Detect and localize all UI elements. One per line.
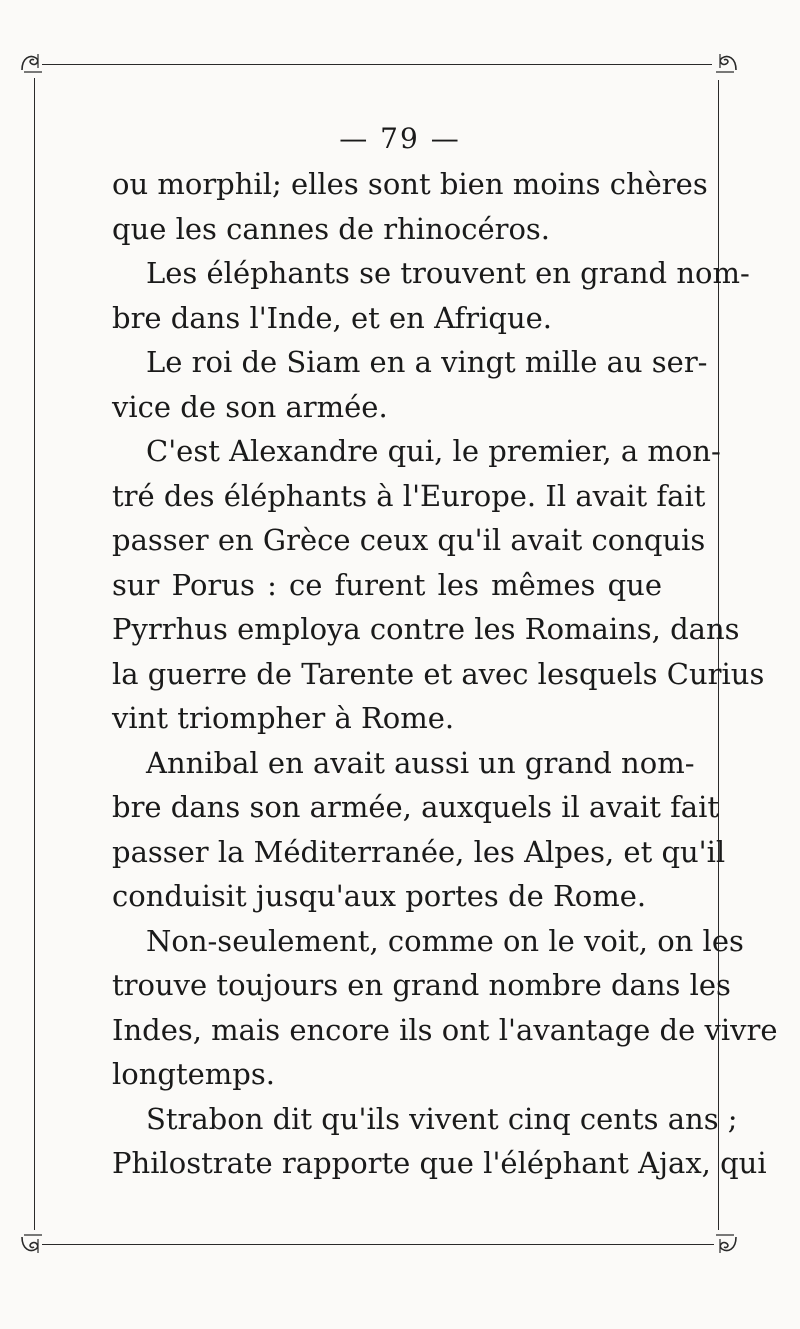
- text-line: Non-seulement, comme on le voit, on les: [146, 923, 744, 958]
- text-line: vint triompher à Rome.: [112, 701, 455, 735]
- text-line: C'est Alexandre qui, le premier, a mon-: [146, 434, 721, 468]
- text-line: tré des éléphants à l'Europe. Il avait fait: [112, 478, 706, 513]
- text-line: trouve toujours en grand nombre dans les: [112, 968, 731, 1002]
- text-line: Indes, mais encore ils ont l'avantage de vivre: [112, 1012, 778, 1047]
- text-line: conduisit jusqu'aux portes de Rome.: [112, 879, 647, 913]
- text-line: sur Porus : ce furent les mêmes que: [112, 567, 662, 602]
- left-rule: [34, 78, 35, 1230]
- text-line: la guerre de Tarente et avec lesquels Curius: [112, 656, 765, 691]
- corner-ornament-icon: [18, 50, 46, 76]
- text-line: Annibal en avait aussi un grand nom-: [146, 745, 695, 780]
- text-line: ou morphil; elles sont bien moins chères: [112, 167, 708, 201]
- corner-ornament-icon: [712, 1231, 740, 1257]
- text-line: passer en Grèce ceux qu'il avait conquis: [112, 523, 706, 557]
- body-text: [112, 162, 778, 1186]
- text-line: bre dans l'Inde, et en Afrique.: [112, 300, 552, 335]
- bottom-rule: [42, 1244, 714, 1245]
- top-rule: [42, 64, 712, 65]
- text-line: Strabon dit qu'ils vivent cinq cents ans ;: [146, 1101, 738, 1136]
- text-line: Le roi de Siam en a vingt mille au ser-: [146, 345, 708, 379]
- corner-ornament-icon: [712, 50, 740, 76]
- corner-ornament-icon: [18, 1231, 46, 1257]
- text-line: vice de son armée.: [112, 389, 388, 424]
- text-line: bre dans son armée, auxquels il avait fait: [112, 790, 720, 824]
- text-line: passer la Méditerranée, les Alpes, et qu'il: [112, 834, 726, 869]
- text-line: Pyrrhus employa contre les Romains, dans: [112, 612, 740, 646]
- page-number: — 79 —: [339, 122, 461, 155]
- right-rule: [718, 80, 719, 1230]
- text-line: Philostrate rapporte que l'éléphant Ajax, qui: [112, 1146, 767, 1180]
- text-line: longtemps.: [112, 1057, 275, 1091]
- text-line: Les éléphants se trouvent en grand nom-: [146, 256, 750, 290]
- text-line: que les cannes de rhinocéros.: [112, 211, 551, 246]
